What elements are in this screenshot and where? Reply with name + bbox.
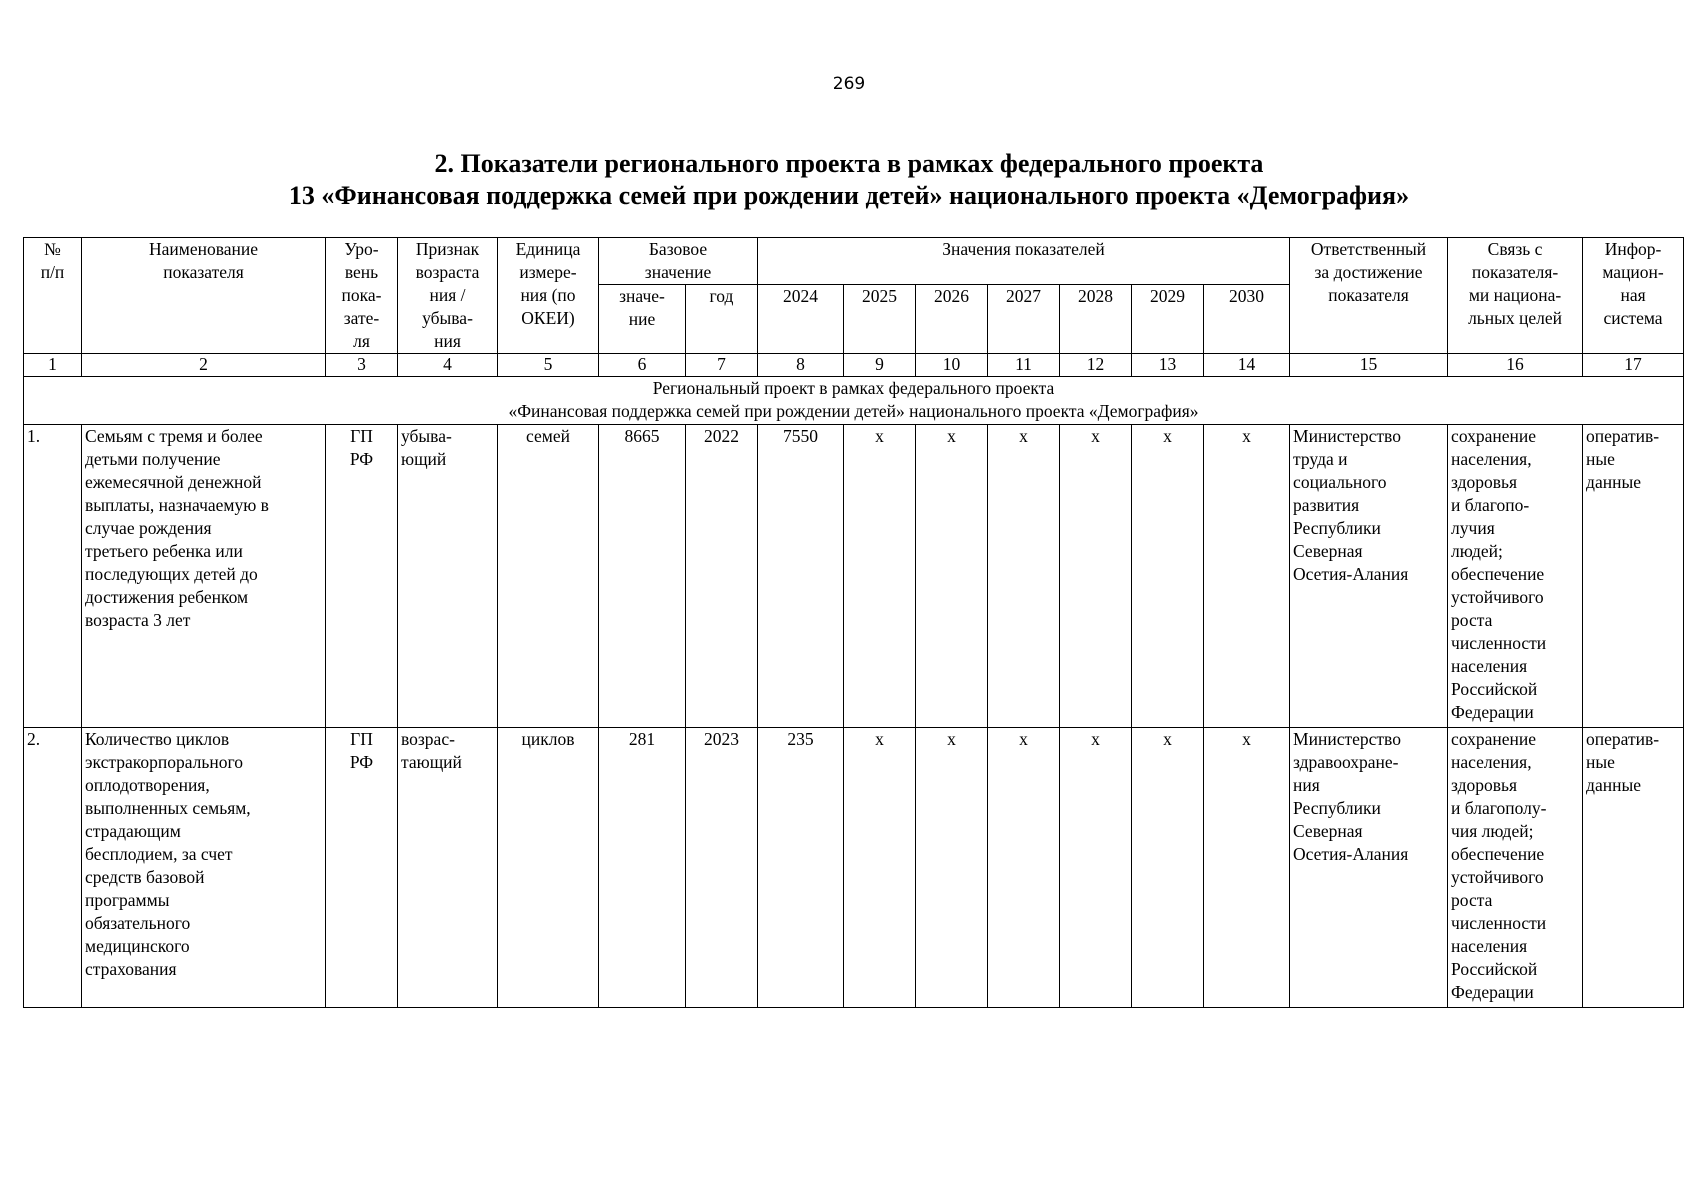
header-base-value: значе- ние <box>599 285 686 354</box>
row-responsible: Министерство труда и социального развития Республики Северная Осетия-Алания <box>1290 425 1448 728</box>
row-value: x <box>988 425 1060 728</box>
page-number: 269 <box>832 74 866 94</box>
column-number: 15 <box>1290 354 1448 377</box>
header-level: Уро- вень пока- зате- ля <box>326 238 398 354</box>
row-link: сохранение населения, здоровья и благопо- лучия людей; обеспечение устойчивого роста численности населения Российской Федерации <box>1448 425 1583 728</box>
row-value: x <box>916 728 988 1008</box>
header-responsible: Ответственный за достижение показателя <box>1290 238 1448 354</box>
column-number: 7 <box>686 354 758 377</box>
row-unit: семей <box>498 425 599 728</box>
header-year: 2025 <box>844 285 916 354</box>
column-number: 14 <box>1204 354 1290 377</box>
header-year: 2027 <box>988 285 1060 354</box>
row-name: Количество циклов экстракорпорального оплодотворения, выполненных семьям, страдающим бесплодием, за счет средств базовой программы обязательного медицинского страхования <box>82 728 326 1008</box>
column-number: 10 <box>916 354 988 377</box>
column-number-row <box>24 354 1684 377</box>
column-number: 11 <box>988 354 1060 377</box>
header-info: Инфор- мацион- ная система <box>1583 238 1684 354</box>
header-row-1 <box>24 238 1684 285</box>
column-number: 3 <box>326 354 398 377</box>
row-value: x <box>1204 728 1290 1008</box>
section-row <box>24 377 1684 425</box>
row-value: x <box>1060 425 1132 728</box>
header-values: Значения показателей <box>758 238 1290 285</box>
header-year: 2026 <box>916 285 988 354</box>
row-num: 2. <box>24 728 82 1008</box>
row-value: x <box>844 728 916 1008</box>
row-level: ГП РФ <box>326 425 398 728</box>
header-name: Наименование показателя <box>82 238 326 354</box>
row-base-value: 281 <box>599 728 686 1008</box>
row-trend: убыва- ющий <box>398 425 498 728</box>
row-base-value: 8665 <box>599 425 686 728</box>
section-title <box>24 377 1684 425</box>
column-number: 1 <box>24 354 82 377</box>
column-number: 4 <box>398 354 498 377</box>
header-trend: Признак возраста ния / убыва- ния <box>398 238 498 354</box>
header-link: Связь с показателя- ми национа- льных целей <box>1448 238 1583 354</box>
table-row <box>24 728 1684 1008</box>
row-link: сохранение населения, здоровья и благополу- чия людей; обеспечение устойчивого роста численности населения Российской Федерации <box>1448 728 1583 1008</box>
row-responsible: Министерство здравоохране- ния Республики Северная Осетия-Алания <box>1290 728 1448 1008</box>
title-line-1: 2. Показатели регионального проекта в рамках федерального проекта <box>434 149 1264 178</box>
row-value: 7550 <box>758 425 844 728</box>
header-year: 2030 <box>1204 285 1290 354</box>
row-unit: циклов <box>498 728 599 1008</box>
indicators-table <box>23 237 1684 1008</box>
table-row <box>24 425 1684 728</box>
column-number: 5 <box>498 354 599 377</box>
column-number: 6 <box>599 354 686 377</box>
section-title-line-2: «Финансовая поддержка семей при рождении детей» национального проекта «Демография» <box>508 401 1199 421</box>
row-base-year: 2023 <box>686 728 758 1008</box>
row-value: x <box>1204 425 1290 728</box>
header-year: 2029 <box>1132 285 1204 354</box>
row-value: x <box>916 425 988 728</box>
column-number: 8 <box>758 354 844 377</box>
row-value: x <box>988 728 1060 1008</box>
row-info: оператив- ные данные <box>1583 425 1684 728</box>
column-number: 9 <box>844 354 916 377</box>
column-number: 13 <box>1132 354 1204 377</box>
row-trend: возрас- тающий <box>398 728 498 1008</box>
row-value: x <box>1132 425 1204 728</box>
column-number: 17 <box>1583 354 1684 377</box>
row-base-year: 2022 <box>686 425 758 728</box>
header-year: 2024 <box>758 285 844 354</box>
title-line-2: 13 «Финансовая поддержка семей при рождении детей» национального проекта «Демография» <box>288 181 1410 210</box>
row-name: Семьям с тремя и более детьми получение ежемесячной денежной выплаты, назначаемую в случае рождения третьего ребенка или последующих детей до достижения ребенком возраста 3 лет <box>82 425 326 728</box>
column-number: 2 <box>82 354 326 377</box>
header-unit: Единица измере- ния (по ОКЕИ) <box>498 238 599 354</box>
header-base-year: год <box>686 285 758 354</box>
row-value: x <box>1060 728 1132 1008</box>
row-value: 235 <box>758 728 844 1008</box>
column-number: 12 <box>1060 354 1132 377</box>
header-year: 2028 <box>1060 285 1132 354</box>
row-value: x <box>1132 728 1204 1008</box>
row-info: оператив- ные данные <box>1583 728 1684 1008</box>
row-level: ГП РФ <box>326 728 398 1008</box>
header-base: Базовое значение <box>599 238 758 285</box>
header-num: № п/п <box>24 238 82 354</box>
document-title <box>0 148 1698 212</box>
section-title-line-1: Региональный проект в рамках федерального проекта <box>652 378 1055 398</box>
row-value: x <box>844 425 916 728</box>
row-num: 1. <box>24 425 82 728</box>
column-number: 16 <box>1448 354 1583 377</box>
